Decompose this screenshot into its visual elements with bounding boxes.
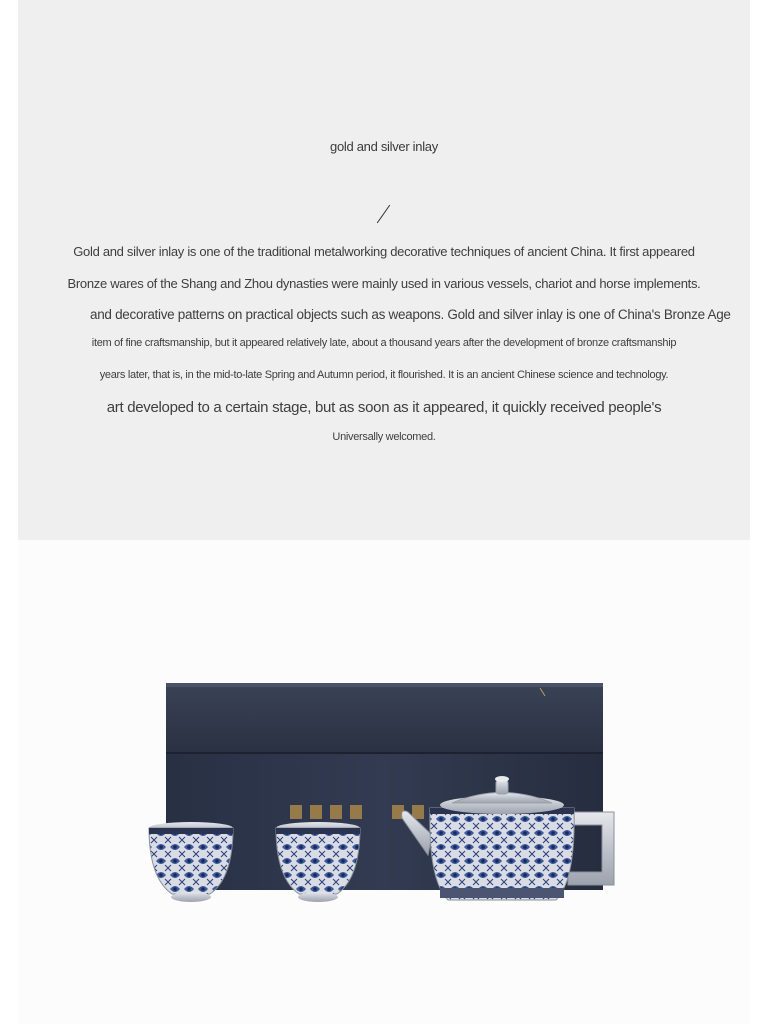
intro-line-1: Gold and silver inlay is one of the traditional metalworking decorative techniques of ancient China. It first appeared bbox=[73, 244, 695, 259]
intro-line-5: years later, that is, in the mid-to-late Spring and Autumn period, it flourished. It is an ancient Chinese science and technology. bbox=[99, 369, 669, 381]
intro-line-7: Universally welcomed. bbox=[332, 431, 436, 443]
intro-line-4: item of fine craftsmanship, but it appeared relatively late, about a thousand years after the development of bronze craftsmanship bbox=[91, 337, 677, 349]
intro-line-6: art developed to a certain stage, but as soon as it appeared, it quickly received people's bbox=[106, 399, 662, 416]
product-photo bbox=[0, 560, 768, 960]
section-title: gold and silver inlay bbox=[330, 139, 438, 154]
intro-panel bbox=[18, 0, 750, 540]
intro-line-2: Bronze wares of the Shang and Zhou dynasties were mainly used in various vessels, chariot and horse implements. bbox=[67, 276, 701, 291]
intro-line-3: and decorative patterns on practical objects such as weapons. Gold and silver inlay is one of China's Bronze Age bbox=[90, 307, 731, 322]
